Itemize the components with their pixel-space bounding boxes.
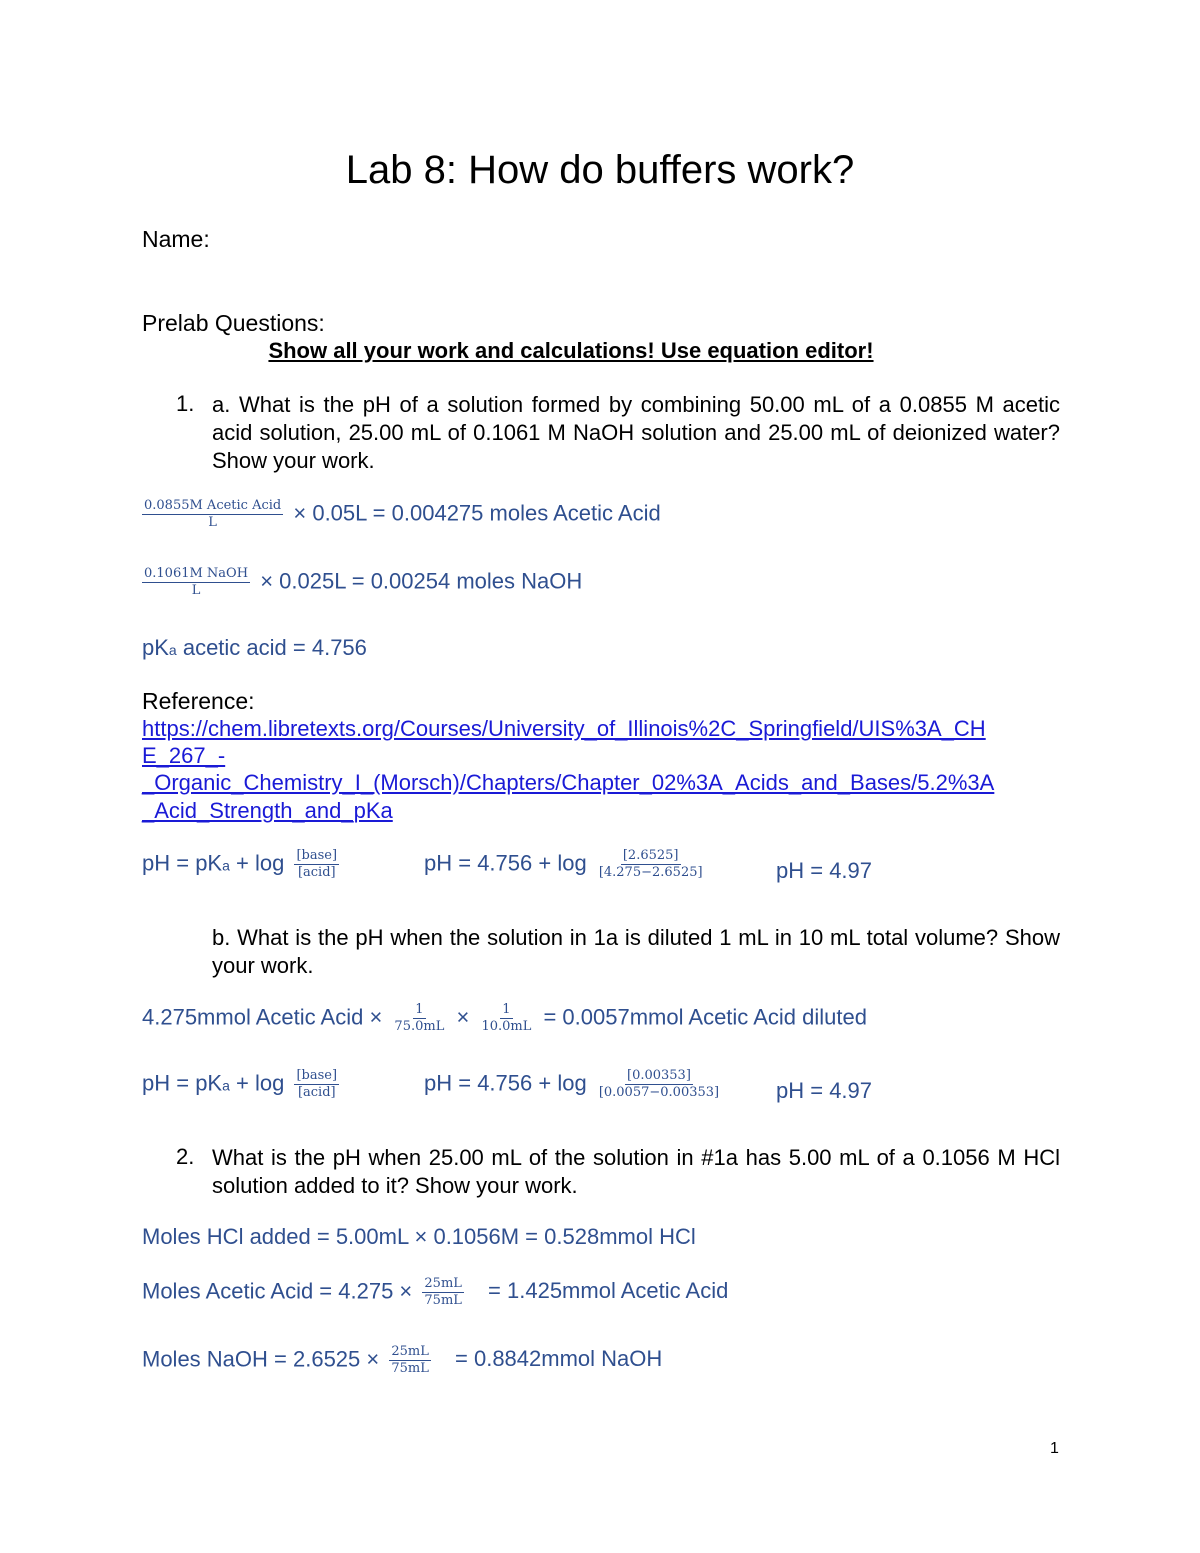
- fraction-denominator: 10.0mL: [481, 1019, 532, 1034]
- reference-label: Reference:: [142, 688, 255, 714]
- equation-rest: × 0.025L = 0.00254 moles NaOH: [260, 568, 583, 594]
- line-rest: = 1.425mmol Acetic Acid: [488, 1278, 729, 1304]
- reference-link-line-1[interactable]: https://chem.libretexts.org/Courses/University_of_Illinois%2C_Springfield/UIS%3A_CH: [142, 716, 986, 741]
- reference-link-line-2[interactable]: E_267_-: [142, 743, 226, 768]
- fraction-numerator: 0.0855M Acetic Acid: [144, 498, 282, 513]
- fraction-denominator: [0.0057−0.00353]: [598, 1085, 720, 1100]
- hh-subscript: a: [222, 1077, 230, 1094]
- question-1a-text: a. What is the pH of a solution formed by combining 50.00 mL of a 0.0855 M acetic acid solution, 25.00 mL of 0.1061 M NaOH solution and 25.00 mL of deionized water? Show your work.: [212, 392, 1060, 473]
- henderson-hasselbalch-equation-b: [142, 1068, 343, 1101]
- moles-naoh-line: [142, 1344, 662, 1377]
- moles-acetic-acid-line: [142, 1276, 728, 1309]
- dilution-equation: [142, 1002, 867, 1035]
- fraction-numerator: 1: [502, 1002, 511, 1017]
- hh-lhs: pH = pK: [142, 1070, 223, 1096]
- fraction: [294, 848, 339, 881]
- fraction: [389, 1344, 431, 1377]
- fraction-numerator: [base]: [296, 1068, 338, 1083]
- pka-line: [142, 635, 367, 661]
- hh-subscript: a: [222, 857, 230, 874]
- line-rest: = 0.8842mmol NaOH: [455, 1346, 663, 1372]
- page-title: Lab 8: How do buffers work?: [345, 148, 855, 192]
- result-ph-a: pH = 4.97: [776, 858, 873, 883]
- fraction-numerator: 1: [415, 1002, 424, 1017]
- fraction: [597, 1068, 721, 1101]
- fraction-denominator: 75mL: [424, 1293, 462, 1308]
- fraction-denominator: L: [208, 515, 217, 530]
- henderson-hasselbalch-equation: [142, 848, 343, 881]
- fraction-numerator: 25mL: [424, 1276, 462, 1291]
- page-number: 1: [1050, 1440, 1059, 1457]
- fraction: [597, 848, 705, 881]
- hh-log: + log: [229, 1070, 285, 1096]
- fraction: [422, 1276, 464, 1309]
- pka-value: acetic acid = 4.756: [176, 635, 367, 660]
- fraction-numerator: 25mL: [391, 1344, 429, 1359]
- hh-log: + log: [229, 850, 285, 876]
- reference-link-line-3[interactable]: _Organic_Chemistry_I_(Morsch)/Chapters/Chapter_02%3A_Acids_and_Bases/5.2%3A: [142, 770, 995, 795]
- fraction-denominator: [acid]: [297, 1085, 336, 1100]
- fraction: [479, 1002, 533, 1035]
- fraction: [294, 1068, 339, 1101]
- pka-prefix: pK: [142, 635, 169, 660]
- line-prefix: Moles NaOH = 2.6525 ×: [142, 1346, 380, 1372]
- name-label: Name:: [142, 226, 210, 252]
- reference-link-line-4[interactable]: _Acid_Strength_and_pKa: [142, 798, 393, 823]
- fraction: [142, 498, 283, 531]
- hh-calc-prefix: pH = 4.756 + log: [424, 850, 587, 876]
- equation-rest: × 0.05L = 0.004275 moles Acetic Acid: [293, 500, 661, 526]
- fraction-denominator: 75mL: [391, 1361, 429, 1376]
- fraction-numerator: [base]: [296, 848, 338, 863]
- prelab-label: Prelab Questions:: [142, 310, 325, 336]
- dilution-rest: = 0.0057mmol Acetic Acid diluted: [543, 1004, 867, 1030]
- pka-subscript: a: [168, 642, 177, 658]
- hh-calculation-b: [424, 1068, 725, 1101]
- fraction-denominator: L: [191, 583, 201, 598]
- hh-lhs: pH = pK: [142, 850, 223, 876]
- fraction-numerator: 0.1061M NaOH: [144, 566, 249, 581]
- equation-naoh-moles: [142, 566, 582, 599]
- question-2-number: 2.: [176, 1144, 195, 1169]
- question-2-text: What is the pH when 25.00 mL of the solution in #1a has 5.00 mL of a 0.1056 M HCl solution added to it? Show your work.: [212, 1145, 1060, 1198]
- dilution-prefix: 4.275mmol Acetic Acid ×: [142, 1004, 383, 1030]
- equation-acetic-acid-moles: [142, 498, 661, 531]
- hh-calc-prefix: pH = 4.756 + log: [424, 1070, 587, 1096]
- hh-calculation-a: [424, 848, 709, 881]
- fraction: [142, 566, 250, 599]
- moles-hcl-line: Moles HCl added = 5.00mL × 0.1056M = 0.528mmol HCl: [142, 1224, 696, 1249]
- result-ph-b: pH = 4.97: [776, 1078, 873, 1103]
- instruction-text: Show all your work and calculations! Use equation editor!: [268, 338, 874, 363]
- fraction-numerator: [0.00353]: [627, 1068, 691, 1083]
- question-1b-text: b. What is the pH when the solution in 1a is diluted 1 mL in 10 mL total volume? Show your work.: [212, 925, 1060, 978]
- fraction-numerator: [2.6525]: [622, 848, 679, 863]
- fraction: [392, 1002, 446, 1035]
- line-prefix: Moles Acetic Acid = 4.275 ×: [142, 1278, 413, 1304]
- fraction-denominator: 75.0mL: [394, 1019, 445, 1034]
- fraction-denominator: [4.275−2.6525]: [598, 865, 703, 880]
- times-sign: ×: [456, 1004, 470, 1030]
- question-1-number: 1.: [176, 391, 195, 416]
- fraction-denominator: [acid]: [297, 865, 336, 880]
